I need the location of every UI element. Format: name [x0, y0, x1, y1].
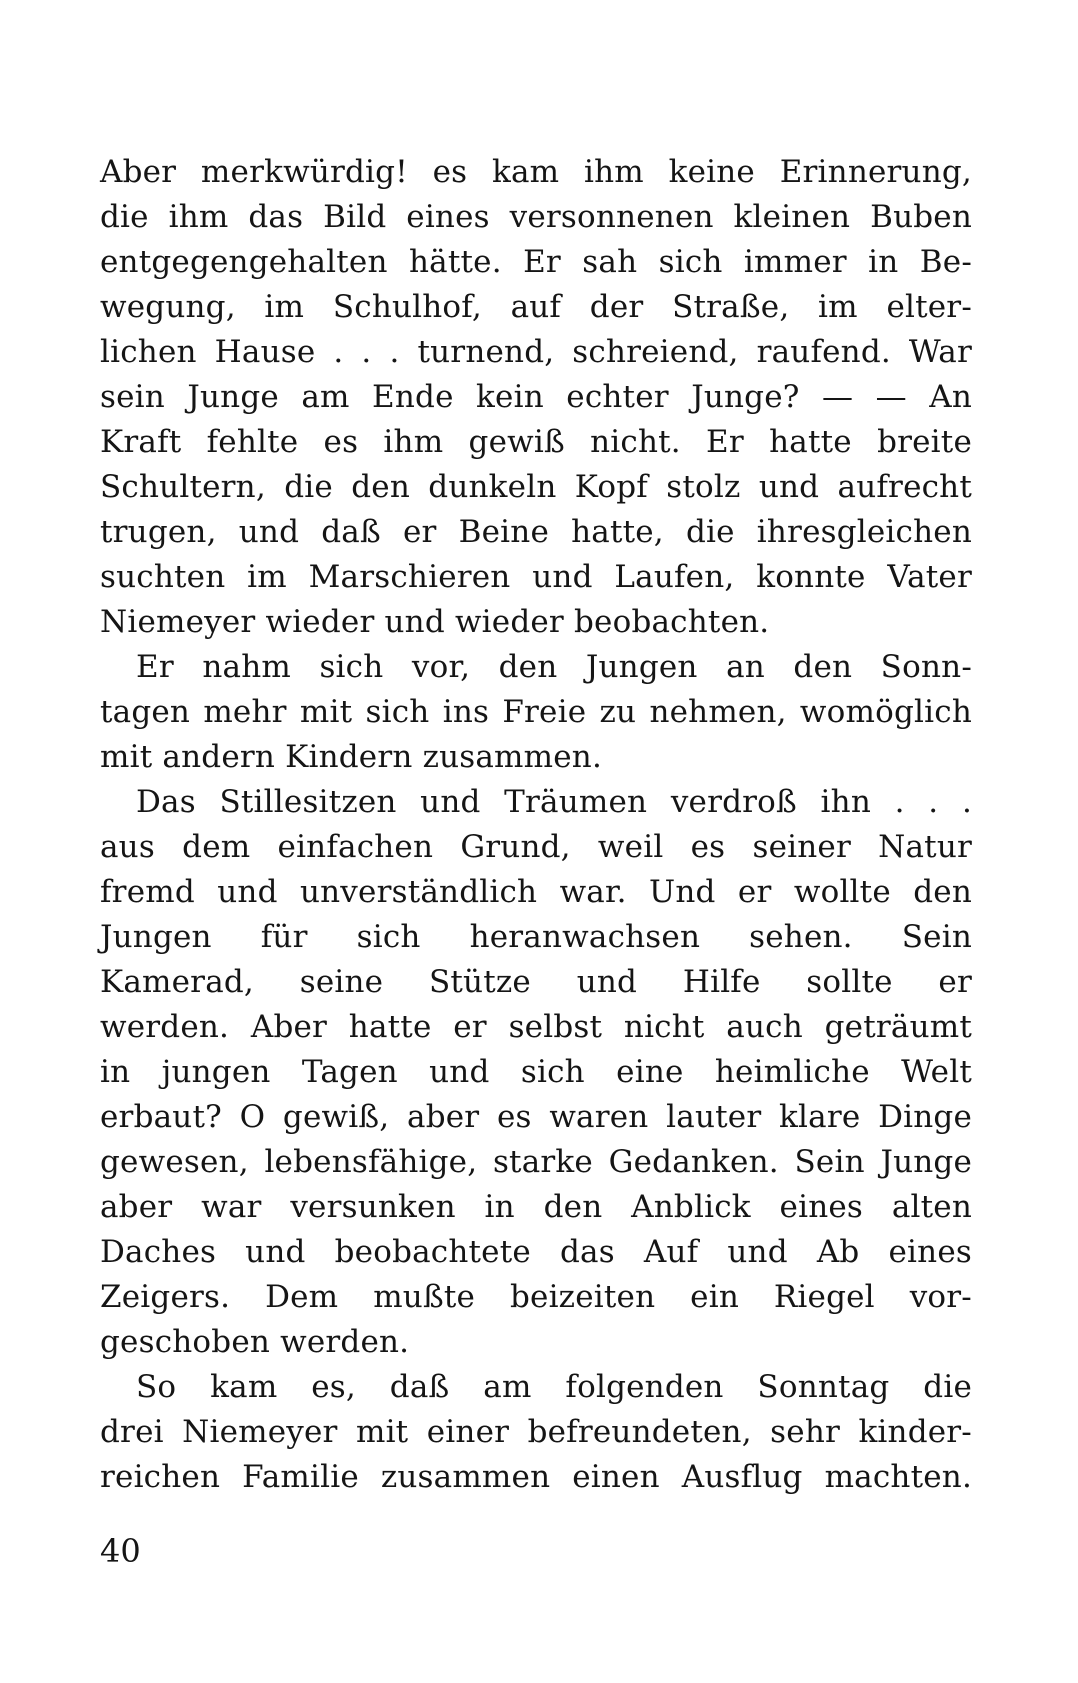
text-line: gewesen, lebensfähige, starke Gedanken. Sein Junge [100, 1144, 972, 1180]
text-line: Er nahm sich vor, den Jungen an den Sonn- [136, 649, 972, 685]
text-line: Schultern, die den dunkeln Kopf stolz und aufrecht [100, 469, 972, 505]
text-line: suchten im Marschieren und Laufen, konnte Vater [100, 559, 972, 595]
text-line: sein Junge am Ende kein echter Junge? — — An [100, 379, 972, 415]
text-line: geschoben werden. [100, 1324, 410, 1360]
text-line: Aber merkwürdig! es kam ihm keine Erinnerung, [100, 154, 972, 190]
text-line: erbaut? O gewiß, aber es waren lauter klare Dinge [100, 1099, 972, 1135]
text-line: Das Stillesitzen und Träumen verdroß ihn . . . [136, 784, 972, 820]
text-line: wegung, im Schulhof, auf der Straße, im elter- [100, 289, 972, 325]
text-line: Niemeyer wieder und wieder beobachten. [100, 604, 770, 640]
text-line: aber war versunken in den Anblick eines alten [100, 1189, 972, 1225]
text-line: trugen, und daß er Beine hatte, die ihresgleichen [100, 514, 972, 550]
text-line: Jungen für sich heranwachsen sehen. Sein [100, 919, 972, 955]
text-line: lichen Hause . . . turnend, schreiend, raufend. War [100, 334, 972, 370]
text-line: die ihm das Bild eines versonnenen kleinen Buben [100, 199, 972, 235]
text-line: mit andern Kindern zusammen. [100, 739, 603, 775]
text-line: tagen mehr mit sich ins Freie zu nehmen, womöglich [100, 694, 972, 730]
text-line: aus dem einfachen Grund, weil es seiner Natur [100, 829, 972, 865]
body-text [100, 150, 972, 1500]
text-line: Zeigers. Dem mußte beizeiten ein Riegel vor- [100, 1279, 972, 1315]
text-line: fremd und unverständlich war. Und er wollte den [100, 874, 972, 910]
text-line: So kam es, daß am folgenden Sonntag die [136, 1369, 972, 1405]
text-line: Kraft fehlte es ihm gewiß nicht. Er hatte breite [100, 424, 972, 460]
text-line: entgegengehalten hätte. Er sah sich immer in Be- [100, 244, 972, 280]
text-line: drei Niemeyer mit einer befreundeten, sehr kinder- [100, 1414, 972, 1450]
text-line: werden. Aber hatte er selbst nicht auch geträumt [100, 1009, 972, 1045]
text-line: reichen Familie zusammen einen Ausflug machten. [100, 1459, 972, 1495]
page-number: 40 [100, 1532, 141, 1570]
text-line: Kamerad, seine Stütze und Hilfe sollte er [100, 964, 972, 1000]
text-line: in jungen Tagen und sich eine heimliche Welt [100, 1054, 972, 1090]
text-line: Daches und beobachtete das Auf und Ab eines [100, 1234, 972, 1270]
